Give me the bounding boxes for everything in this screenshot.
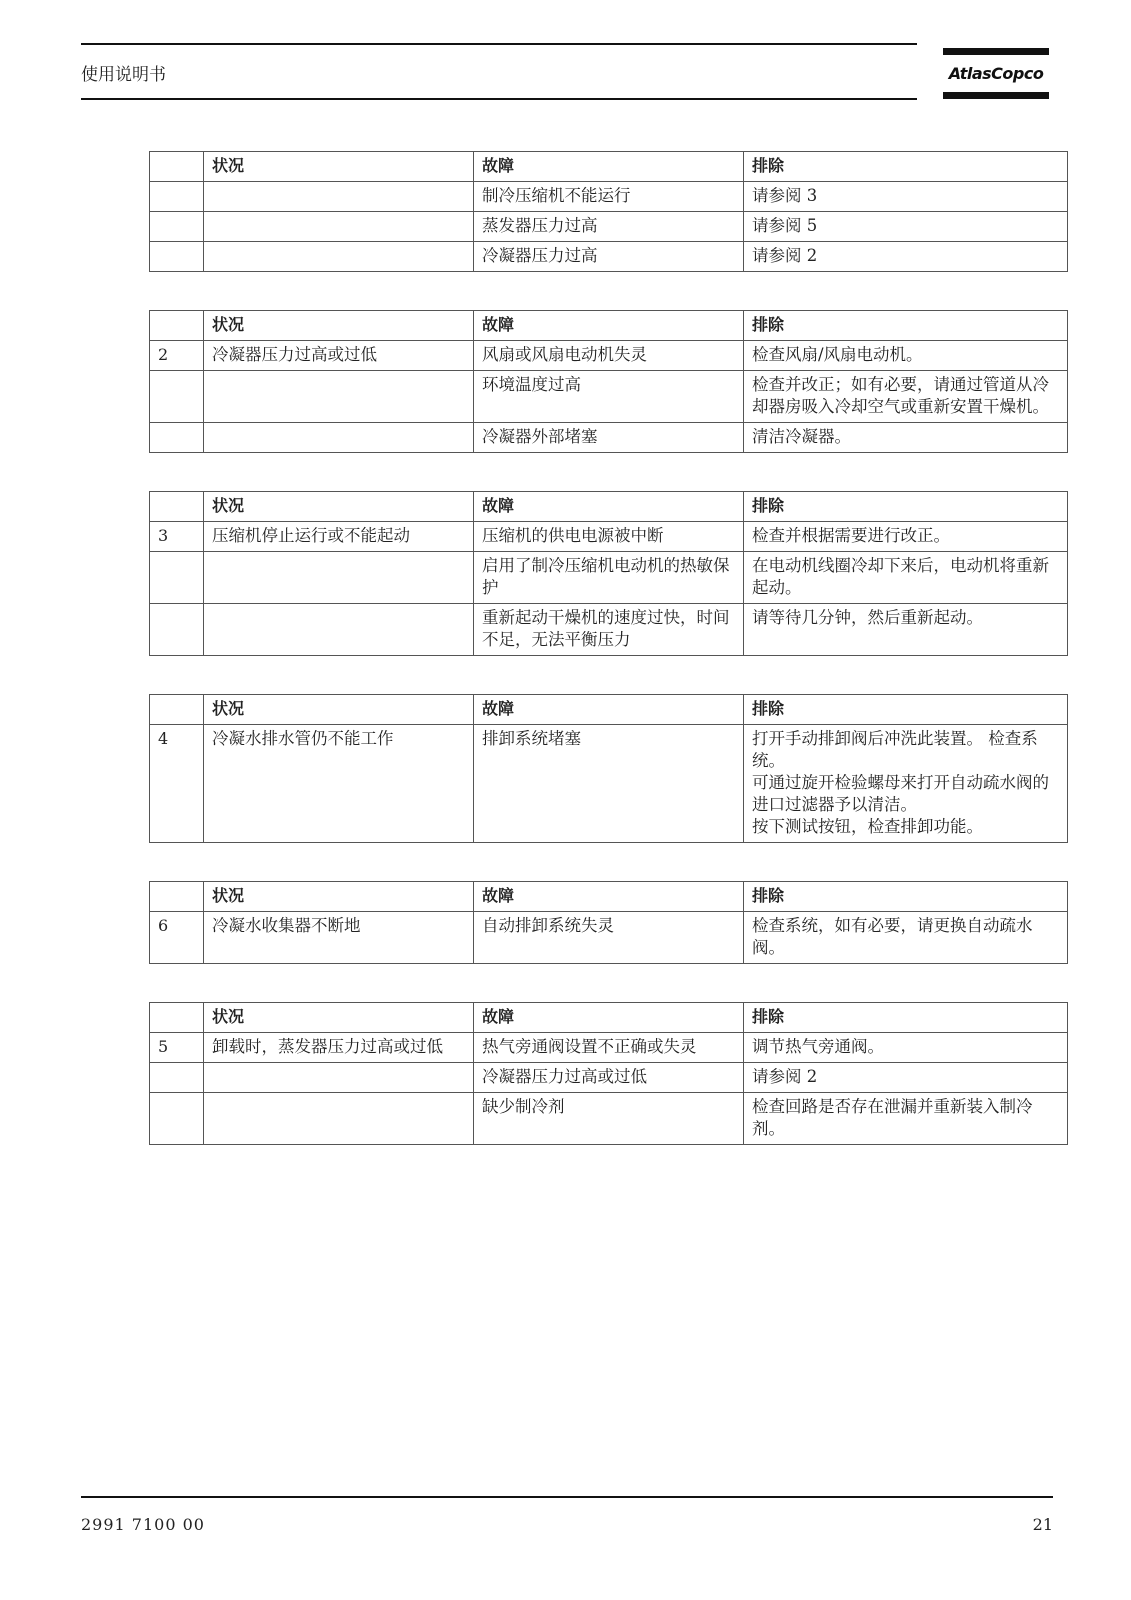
header-fault: 故障 [474,1003,744,1033]
remedy-cell [744,341,1068,371]
remedy-text: 请参阅 3 [752,186,818,205]
table-row [150,242,1068,272]
header-situation: 状况 [204,882,474,912]
row-number-cell [150,423,204,453]
fault-cell: 排卸系统堵塞 [474,725,744,843]
fault-cell: 热气旁通阀设置不正确或失灵 [474,1033,744,1063]
footer-rule [81,1496,1053,1498]
situation-cell: 冷凝器压力过高或过低 [204,341,474,371]
table-row [150,604,1068,656]
header-fault: 故障 [474,492,744,522]
fault-cell: 冷凝器压力过高或过低 [474,1063,744,1093]
header-situation: 状况 [204,695,474,725]
header-fault: 故障 [474,311,744,341]
remedy-text: 请参阅 2 [752,1067,818,1086]
troubleshooting-table [149,151,1068,272]
document-title: 使用说明书 [81,65,166,85]
header-situation: 状况 [204,311,474,341]
remedy-cell [744,242,1068,272]
row-number-cell: 5 [150,1033,204,1063]
table-row [150,1093,1068,1145]
header-remedy: 排除 [744,695,1068,725]
header-fault: 故障 [474,695,744,725]
remedy-text: 检查风扇/风扇电动机。 [752,345,923,364]
troubleshooting-tables [149,151,1067,1183]
situation-cell [204,371,474,423]
fault-cell: 重新起动干燥机的速度过快，时间不足，无法平衡压力 [474,604,744,656]
atlas-copco-logo [943,48,1049,100]
remedy-cell [744,212,1068,242]
situation-cell: 压缩机停止运行或不能起动 [204,522,474,552]
table-row [150,1063,1068,1093]
header-fault: 故障 [474,152,744,182]
fault-cell: 冷凝器压力过高 [474,242,744,272]
table-row [150,182,1068,212]
header-number-cell [150,1003,204,1033]
fault-cell: 环境温度过高 [474,371,744,423]
situation-cell [204,1063,474,1093]
situation-cell [204,604,474,656]
fault-cell: 自动排卸系统失灵 [474,912,744,964]
row-number-cell [150,1063,204,1093]
row-number-cell [150,371,204,423]
remedy-cell [744,552,1068,604]
remedy-text: 检查系统，如有必要，请更换自动疏水阀。 [752,916,1033,957]
remedy-text: 调节热气旁通阀。 [752,1037,884,1056]
header-situation: 状况 [204,152,474,182]
row-number-cell [150,604,204,656]
row-number-cell [150,552,204,604]
row-number-cell: 4 [150,725,204,843]
table-header-row [150,695,1068,725]
document-number: 2991 7100 00 [81,1515,205,1534]
remedy-cell [744,1093,1068,1145]
troubleshooting-table [149,881,1068,964]
fault-cell: 缺少制冷剂 [474,1093,744,1145]
table-header-row [150,311,1068,341]
remedy-text: 可通过旋开检验螺母来打开自动疏水阀的进口过滤器予以清洁。 [752,773,1049,814]
row-number-cell: 6 [150,912,204,964]
fault-cell: 压缩机的供电电源被中断 [474,522,744,552]
row-number-cell [150,1093,204,1145]
header-number-cell [150,695,204,725]
logo-wordmark: AtlasCopco [948,64,1044,83]
situation-cell [204,423,474,453]
table-header-row [150,1003,1068,1033]
table-header-row [150,882,1068,912]
situation-cell [204,182,474,212]
header-remedy: 排除 [744,152,1068,182]
table-row [150,522,1068,552]
remedy-text: 清洁冷凝器。 [752,427,851,446]
logo-bottom-bar [943,92,1049,99]
header-bottom-rule [81,98,917,100]
fault-cell: 启用了制冷压缩机电动机的热敏保护 [474,552,744,604]
remedy-text: 检查回路是否存在泄漏并重新装入制冷剂。 [752,1097,1033,1138]
troubleshooting-table [149,491,1068,656]
troubleshooting-table [149,1002,1068,1145]
situation-cell [204,1093,474,1145]
row-number-cell: 3 [150,522,204,552]
remedy-text: 请等待几分钟，然后重新起动。 [752,608,983,627]
header-remedy: 排除 [744,882,1068,912]
situation-cell [204,552,474,604]
troubleshooting-table [149,310,1068,453]
remedy-text: 检查并根据需要进行改正。 [752,526,950,545]
header-situation: 状况 [204,1003,474,1033]
fault-cell: 风扇或风扇电动机失灵 [474,341,744,371]
situation-cell: 冷凝水收集器不断地 [204,912,474,964]
header-top-rule [81,43,917,45]
remedy-text: 请参阅 5 [752,216,818,235]
row-number-cell: 2 [150,341,204,371]
page-number: 21 [1032,1515,1053,1534]
remedy-text: 检查并改正；如有必要，请通过管道从冷却器房吸入冷却空气或重新安置干燥机。 [752,375,1049,416]
row-number-cell [150,212,204,242]
remedy-text: 请参阅 2 [752,246,818,265]
table-row [150,1033,1068,1063]
remedy-cell [744,1033,1068,1063]
remedy-cell [744,522,1068,552]
table-row [150,423,1068,453]
remedy-text: 打开手动排卸阀后冲洗此装置。 检查系统。 [752,729,1038,770]
remedy-cell [744,423,1068,453]
header-number-cell [150,492,204,522]
remedy-cell [744,1063,1068,1093]
table-header-row [150,152,1068,182]
situation-cell [204,242,474,272]
fault-cell: 制冷压缩机不能运行 [474,182,744,212]
troubleshooting-table [149,694,1068,843]
table-row [150,371,1068,423]
situation-cell [204,212,474,242]
situation-cell: 冷凝水排水管仍不能工作 [204,725,474,843]
remedy-cell [744,604,1068,656]
table-row [150,912,1068,964]
remedy-cell [744,725,1068,843]
situation-cell: 卸载时，蒸发器压力过高或过低 [204,1033,474,1063]
fault-cell: 蒸发器压力过高 [474,212,744,242]
header-fault: 故障 [474,882,744,912]
table-row [150,341,1068,371]
table-row [150,552,1068,604]
row-number-cell [150,182,204,212]
header-remedy: 排除 [744,1003,1068,1033]
table-row [150,725,1068,843]
header-remedy: 排除 [744,311,1068,341]
remedy-cell [744,182,1068,212]
fault-cell: 冷凝器外部堵塞 [474,423,744,453]
remedy-text: 在电动机线圈冷却下来后，电动机将重新起动。 [752,556,1049,597]
header-remedy: 排除 [744,492,1068,522]
logo-top-bar [943,48,1049,55]
row-number-cell [150,242,204,272]
remedy-cell [744,371,1068,423]
table-row [150,212,1068,242]
remedy-text: 按下测试按钮，检查排卸功能。 [752,817,983,836]
remedy-cell [744,912,1068,964]
header-number-cell [150,311,204,341]
table-header-row [150,492,1068,522]
header-number-cell [150,882,204,912]
header-situation: 状况 [204,492,474,522]
header-number-cell [150,152,204,182]
